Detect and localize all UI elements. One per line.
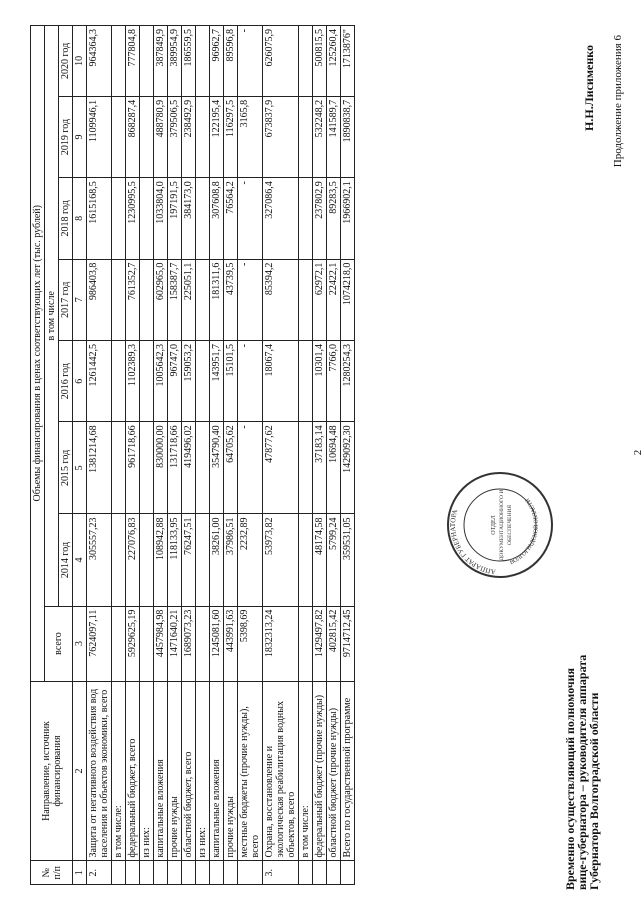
table-row <box>112 26 126 885</box>
svg-text:ОТДЕЛ: ОТДЕЛ <box>491 515 497 535</box>
row-number <box>341 861 355 885</box>
official-stamp <box>445 470 555 580</box>
value-cell: 389954,9 <box>168 26 182 97</box>
value-cell: 961718,66 <box>126 422 140 514</box>
svg-text:ОБЕСПЕЧЕНИЯ: ОБЕСПЕЧЕНИЯ <box>507 504 513 546</box>
value-cell: 419496,02 <box>182 422 196 514</box>
table-row <box>87 26 112 885</box>
value-cell <box>140 340 154 421</box>
value-cell <box>299 26 313 97</box>
value-cell <box>196 26 210 97</box>
financing-table <box>30 25 355 885</box>
value-cell: 384173,0 <box>182 178 196 259</box>
value-cell: - <box>238 178 263 259</box>
row-label: прочие нужды <box>168 681 182 861</box>
value-cell: 305557,23 <box>87 514 112 606</box>
value-cell <box>196 514 210 606</box>
value-cell: 122195,4 <box>210 96 224 177</box>
row-label: капитальные вложения <box>210 681 224 861</box>
value-cell: 89283,5 <box>327 178 341 259</box>
column-number: 4 <box>73 514 87 606</box>
table-row <box>126 26 140 885</box>
value-cell: 9714712,45 <box>341 606 355 681</box>
row-label: из них: <box>196 681 210 861</box>
header-year: 2014 год <box>59 514 73 606</box>
value-cell: 964364,3 <box>87 26 112 97</box>
row-number <box>210 861 224 885</box>
value-cell: 626075,9 <box>263 26 299 97</box>
value-cell: 1713876" <box>341 26 355 97</box>
column-number: 3 <box>73 606 87 681</box>
value-cell: 1005642,3 <box>154 340 168 421</box>
value-cell <box>299 259 313 340</box>
column-number: 10 <box>73 26 87 97</box>
value-cell: 158387,7 <box>168 259 182 340</box>
table-row <box>224 26 238 885</box>
table-row <box>182 26 196 885</box>
value-cell <box>112 606 126 681</box>
value-cell <box>140 26 154 97</box>
value-cell: 53973,82 <box>263 514 299 606</box>
value-cell: 986403,8 <box>87 259 112 340</box>
value-cell: 1381214,68 <box>87 422 112 514</box>
column-number: 5 <box>73 422 87 514</box>
row-number <box>327 861 341 885</box>
header-including: в том числе <box>45 26 59 607</box>
value-cell: 673837,9 <box>263 96 299 177</box>
value-cell: 238492,9 <box>182 96 196 177</box>
row-number <box>299 861 313 885</box>
table-row <box>313 26 327 885</box>
value-cell: 327086,4 <box>263 178 299 259</box>
row-label: федеральный бюджет, всего <box>126 681 140 861</box>
row-number <box>168 861 182 885</box>
value-cell: 4457984,98 <box>154 606 168 681</box>
row-number <box>196 861 210 885</box>
header-year: 2017 год <box>59 259 73 340</box>
header-colnums-row <box>73 26 87 885</box>
row-label: федеральный бюджет (прочие нужды) <box>313 681 327 861</box>
value-cell <box>140 514 154 606</box>
value-cell: 602965,0 <box>154 259 168 340</box>
row-label: из них: <box>140 681 154 861</box>
value-cell: 379506,5 <box>168 96 182 177</box>
row-label: Охрана, восстановление и экологическая реабилитация водных объектов, всего <box>263 681 299 861</box>
value-cell: 10694,48 <box>327 422 341 514</box>
value-cell: 402815,42 <box>327 606 341 681</box>
column-number: 9 <box>73 96 87 177</box>
table-row <box>341 26 355 885</box>
row-label: капитальные вложения <box>154 681 168 861</box>
row-number <box>182 861 196 885</box>
stamp-seal-icon <box>445 470 555 580</box>
value-cell: - <box>238 26 263 97</box>
value-cell: 354790,40 <box>210 422 224 514</box>
table-row <box>140 26 154 885</box>
value-cell: 359531,05 <box>341 514 355 606</box>
value-cell: 830000,00 <box>154 422 168 514</box>
value-cell <box>299 422 313 514</box>
value-cell <box>112 340 126 421</box>
row-label: прочие нужды <box>224 681 238 861</box>
value-cell: 227076,83 <box>126 514 140 606</box>
row-number <box>126 861 140 885</box>
header-direction: Направление, источник финансирования <box>31 681 73 861</box>
header-volumes: Объемы финансирования в ценах соответствующих лет (тыс. рублей) <box>31 26 45 682</box>
header-year: 2015 год <box>59 422 73 514</box>
value-cell: 1832313,24 <box>263 606 299 681</box>
row-number <box>112 861 126 885</box>
value-cell: 186559,5 <box>182 26 196 97</box>
header-year: 2016 год <box>59 340 73 421</box>
value-cell <box>112 422 126 514</box>
value-cell: 15101,5 <box>224 340 238 421</box>
value-cell <box>196 340 210 421</box>
value-cell: 500815,5 <box>313 26 327 97</box>
row-label: местные бюджеты (прочие нужды), всего <box>238 681 263 861</box>
table-row <box>154 26 168 885</box>
column-number: 6 <box>73 340 87 421</box>
table-row <box>263 26 299 885</box>
value-cell: - <box>238 259 263 340</box>
value-cell: 37183,14 <box>313 422 327 514</box>
svg-text:АППАРАТ ГУБЕРНАТОРА: АППАРАТ ГУБЕРНАТОРА <box>448 508 497 576</box>
table-row <box>168 26 182 885</box>
row-label: в том числе: <box>299 681 313 861</box>
value-cell: 116297,5 <box>224 96 238 177</box>
value-cell <box>140 96 154 177</box>
value-cell: - <box>238 422 263 514</box>
row-number <box>238 861 263 885</box>
value-cell: 47877,62 <box>263 422 299 514</box>
header-total: всего <box>45 606 73 681</box>
signatory-line-3: Губернатора Волгоградской области <box>587 692 601 890</box>
value-cell <box>112 259 126 340</box>
value-cell <box>196 96 210 177</box>
value-cell: 89596,8 <box>224 26 238 97</box>
row-number <box>154 861 168 885</box>
value-cell <box>140 422 154 514</box>
row-label: Защита от негативного воздействия вод населения и объектов экономики, всего <box>87 681 112 861</box>
value-cell <box>299 178 313 259</box>
signatory-title <box>564 655 600 890</box>
table-row <box>299 26 313 885</box>
value-cell: 777804,8 <box>126 26 140 97</box>
row-number <box>140 861 154 885</box>
value-cell: 5398,69 <box>238 606 263 681</box>
value-cell <box>112 26 126 97</box>
value-cell: 43739,5 <box>224 259 238 340</box>
value-cell: 108942,88 <box>154 514 168 606</box>
svg-text:ВОЛГОГРАДСКОЙ ОБЛАСТИ: ВОЛГОГРАДСКОЙ ОБЛАСТИ <box>509 496 540 567</box>
value-cell: 1230995,5 <box>126 178 140 259</box>
value-cell: 532248,2 <box>313 96 327 177</box>
appendix-continuation: Продолжение приложения 6 <box>612 35 624 168</box>
value-cell: - <box>238 340 263 421</box>
value-cell: 1615168,5 <box>87 178 112 259</box>
value-cell: 5929625,19 <box>126 606 140 681</box>
value-cell <box>112 514 126 606</box>
value-cell: 5799,24 <box>327 514 341 606</box>
row-label: областной бюджет (прочие нужды) <box>327 681 341 861</box>
header-no: № п/п <box>31 861 73 885</box>
value-cell: 307608,8 <box>210 178 224 259</box>
page-number: 2 <box>632 449 644 456</box>
value-cell: 131718,66 <box>168 422 182 514</box>
value-cell: 237802,9 <box>313 178 327 259</box>
row-number: 3. <box>263 861 299 885</box>
value-cell: 7766,0 <box>327 340 341 421</box>
value-cell <box>140 178 154 259</box>
header-year: 2019 год <box>59 96 73 177</box>
value-cell: 76247,51 <box>182 514 196 606</box>
value-cell: 761352,7 <box>126 259 140 340</box>
value-cell: 22422,1 <box>327 259 341 340</box>
value-cell: 64705,62 <box>224 422 238 514</box>
value-cell <box>196 259 210 340</box>
table-row <box>210 26 224 885</box>
signatory-name: Н.Н.Лисименко <box>582 45 596 131</box>
row-label: в том числе: <box>112 681 126 861</box>
table-row <box>196 26 210 885</box>
value-cell <box>299 96 313 177</box>
value-cell <box>299 606 313 681</box>
value-cell: 1689073,23 <box>182 606 196 681</box>
column-number: 8 <box>73 178 87 259</box>
value-cell: 125260,4 <box>327 26 341 97</box>
value-cell: 76564,2 <box>224 178 238 259</box>
value-cell: 3165,8 <box>238 96 263 177</box>
value-cell: 2232,89 <box>238 514 263 606</box>
value-cell <box>112 178 126 259</box>
value-cell: 1966902,1 <box>341 178 355 259</box>
table-row <box>238 26 263 885</box>
value-cell <box>196 178 210 259</box>
value-cell: 159053,2 <box>182 340 196 421</box>
column-number: 7 <box>73 259 87 340</box>
value-cell: 1429497,82 <box>313 606 327 681</box>
row-number <box>224 861 238 885</box>
value-cell: 1429092,30 <box>341 422 355 514</box>
table-row <box>327 26 341 885</box>
value-cell: 10301,4 <box>313 340 327 421</box>
value-cell <box>140 259 154 340</box>
value-cell: 1033804,0 <box>154 178 168 259</box>
value-cell: 1245081,60 <box>210 606 224 681</box>
value-cell: 141589,7 <box>327 96 341 177</box>
value-cell: 443991,63 <box>224 606 238 681</box>
row-label: Всего по государственной программе <box>341 681 355 861</box>
value-cell: 1074218,0 <box>341 259 355 340</box>
value-cell: 1471640,21 <box>168 606 182 681</box>
value-cell: 868287,4 <box>126 96 140 177</box>
value-cell: 1109946,1 <box>87 96 112 177</box>
value-cell: 18067,4 <box>263 340 299 421</box>
value-cell: 488780,9 <box>154 96 168 177</box>
header-year: 2020 год <box>59 26 73 97</box>
header-year: 2018 год <box>59 178 73 259</box>
svg-text:ДОКУМЕНТАЦИОННОГО И: ДОКУМЕНТАЦИОННОГО И <box>499 489 505 561</box>
value-cell: 1890838,7 <box>341 96 355 177</box>
value-cell: 38261,00 <box>210 514 224 606</box>
row-label: областной бюджет, всего <box>182 681 196 861</box>
column-number: 2 <box>73 681 87 861</box>
value-cell: 225051,1 <box>182 259 196 340</box>
value-cell <box>299 514 313 606</box>
signatory-line-1: Временно осуществляющий полномочия <box>563 667 577 890</box>
value-cell: 62972,1 <box>313 259 327 340</box>
value-cell: 37986,51 <box>224 514 238 606</box>
signature-block <box>560 0 640 905</box>
value-cell: 1102389,3 <box>126 340 140 421</box>
value-cell <box>196 606 210 681</box>
signatory-line-2: вице-губернатора – руководителя аппарата <box>575 654 589 890</box>
value-cell: 48174,58 <box>313 514 327 606</box>
value-cell: 118133,95 <box>168 514 182 606</box>
value-cell <box>140 606 154 681</box>
value-cell <box>112 96 126 177</box>
table-body <box>87 26 355 885</box>
row-number: 2. <box>87 861 112 885</box>
row-number <box>313 861 327 885</box>
value-cell: 1261442,5 <box>87 340 112 421</box>
value-cell: 197191,5 <box>168 178 182 259</box>
value-cell: 181311,6 <box>210 259 224 340</box>
value-cell: 85394,2 <box>263 259 299 340</box>
value-cell: 1280254,3 <box>341 340 355 421</box>
value-cell: 7624097,11 <box>87 606 112 681</box>
value-cell <box>196 422 210 514</box>
value-cell: 387849,9 <box>154 26 168 97</box>
value-cell: 96747,0 <box>168 340 182 421</box>
value-cell <box>299 340 313 421</box>
value-cell: 143951,7 <box>210 340 224 421</box>
value-cell: 96962,7 <box>210 26 224 97</box>
column-number: 1 <box>73 861 87 885</box>
